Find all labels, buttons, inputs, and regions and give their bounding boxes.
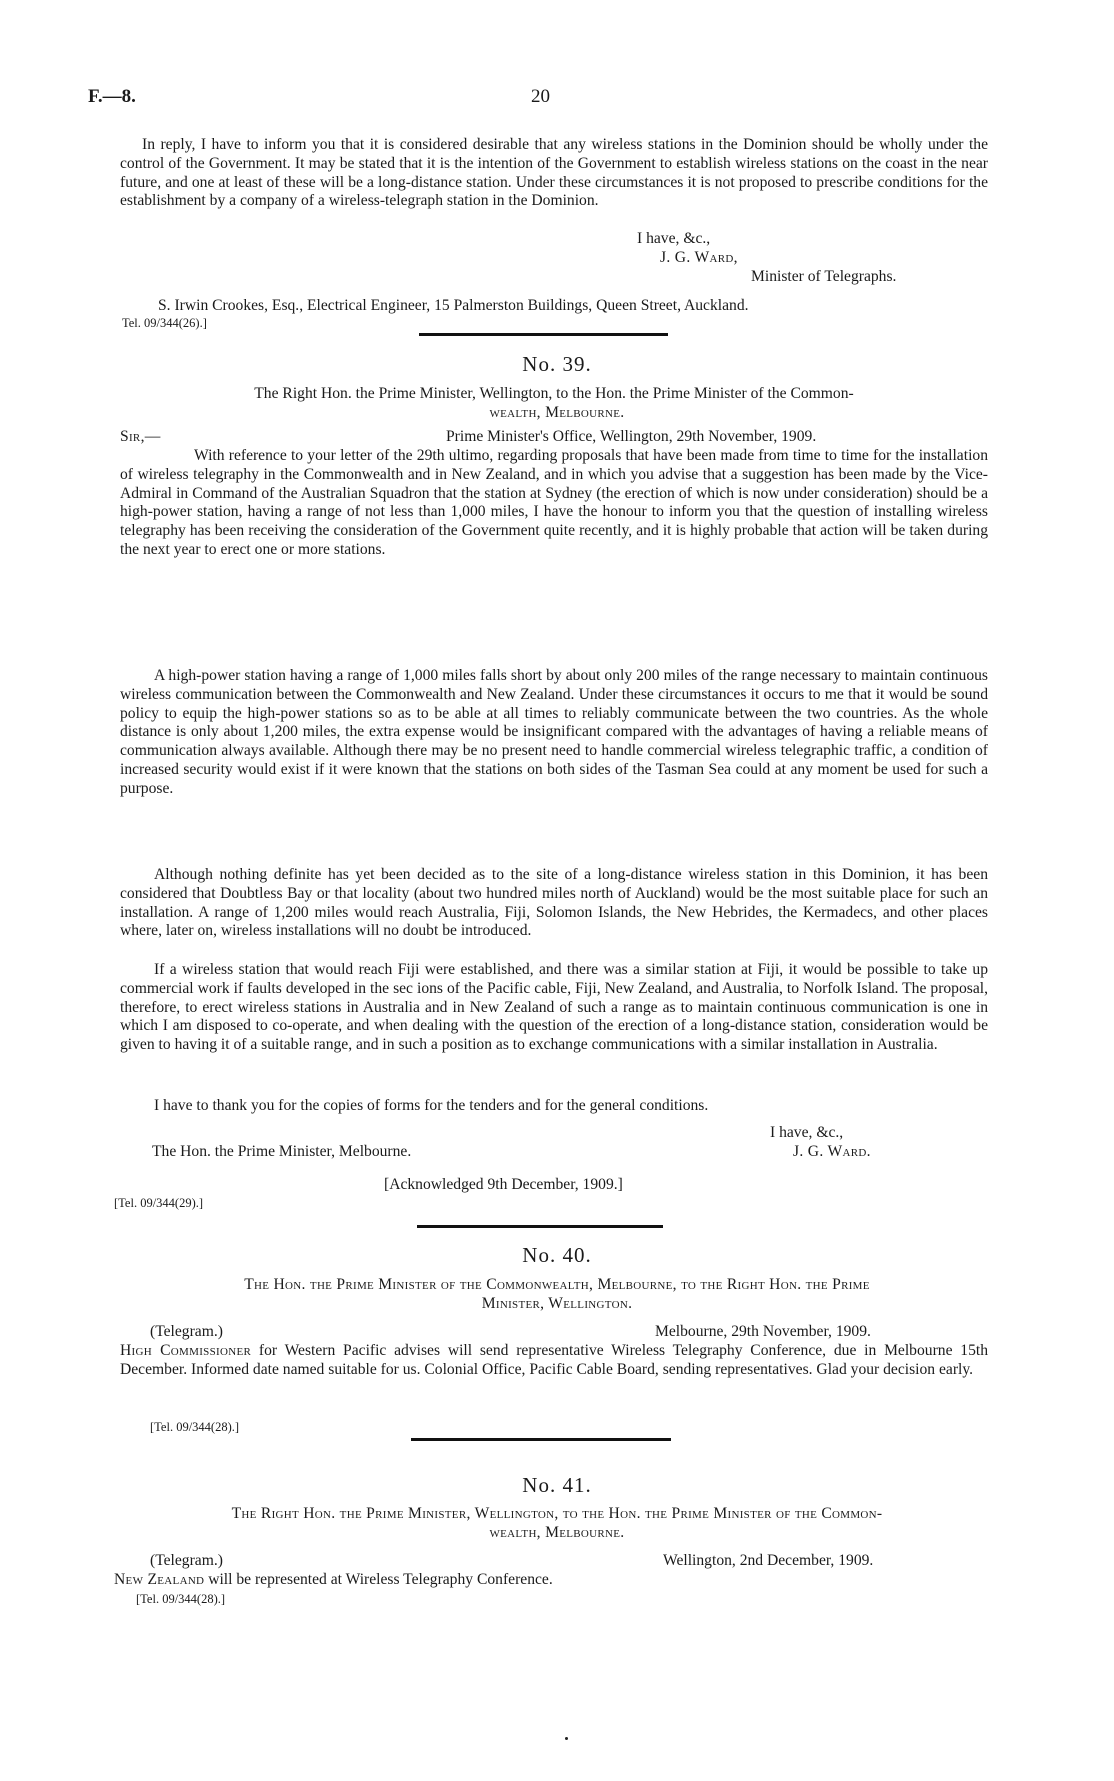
letter-39-paragraph-3: Although nothing definite has yet been decided as to the site of a long-distance wireless station in this Dominion, it has been considered that Doubtless Bay or that locality (about two hundred miles north of Auckland) would be the most suitable place for such an installation. A range of 1,200 miles would reach Australia, Fiji, Solomon Islands, the New Hebrides, the Kermadecs, and other places where, later on, wireless installations will no doubt be introduced. (120, 866, 988, 940)
letter-41-dateline: Wellington, 2nd December, 1909. (663, 1552, 874, 1569)
print-speck (565, 1737, 568, 1740)
letter-number-39: No. 39. (522, 352, 592, 376)
letter-40-body (120, 1342, 988, 1380)
letter-41-body-text: will be represented at Wireless Telegraphy Conference. (204, 1571, 553, 1588)
page-number: 20 (531, 86, 550, 107)
letter-39-addressee: The Hon. the Prime Minister, Melbourne. (152, 1143, 412, 1160)
reply-signature-title: Minister of Telegraphs. (751, 268, 897, 285)
letter-41-type: (Telegram.) (150, 1552, 223, 1569)
letter-39-tel-reference: [Tel. 09/344(29).] (114, 1196, 204, 1210)
letter-39-dateline: Prime Minister's Office, Wellington, 29th November, 1909. (446, 428, 817, 445)
letter-39-route-text-1: The Right Hon. the Prime Minister, Wellington, to the Hon. the Prime Minister of the Common- (254, 385, 854, 402)
letter-number-41: No. 41. (522, 1473, 592, 1497)
letter-39-route-line-1 (120, 385, 988, 404)
letter-41-route-line-1: The Right Hon. the Prime Minister, Wellington, to the Hon. the Prime Minister of the Common- (231, 1505, 883, 1522)
letter-40-tel-reference: [Tel. 09/344(28).] (150, 1420, 240, 1434)
letter-39-route-line-2: wealth, Melbourne. (489, 404, 625, 421)
letter-39-signature: J. G. Ward. (793, 1143, 871, 1160)
letter-41-body-lead: New Zealand (114, 1571, 205, 1588)
letter-39-paragraph-2: A high-power station having a range of 1,000 miles falls short by about only 200 miles of the range necessary to maintain continuous wireless communication between the Commonwealth and New Zealand. Under these circumstances it occurs to me that it would be sound policy to equip the high-power stations so as to be able at all times to reliably communicate between the two countries. As the whole distance is only about 1,200 miles, the extra expense would be insignificant compared with the advantages of having a reliable means of communication always available. Although there may be no present need to handle commercial wireless telegraphic traffic, a condition of increased security would exist if it were known that the stations on both sides of the Tasman Sea could at any moment be used for such a purpose. (120, 667, 988, 797)
letter-40-route-line-1: The Hon. the Prime Minister of the Commonwealth, Melbourne, to the Right Hon. the Prime (244, 1276, 870, 1293)
section-divider (417, 1225, 663, 1228)
letter-41-route-line-2: wealth, Melbourne. (489, 1524, 625, 1541)
reply-body: In reply, I have to inform you that it is considered desirable that any wireless stations in the Dominion should be wholly under the control of the Government. It may be stated that it is the intention of the Government to establish wireless stations on the coast in the near future, and one at least of these will be a long-distance station. Under these circumstances it is not proposed to prescribe conditions for the establishment by a company of a wireless-telegraph station in the Dominion. (120, 136, 988, 210)
section-divider (419, 333, 668, 336)
letter-39-acknowledged: [Acknowledged 9th December, 1909.] (384, 1176, 623, 1193)
document-code: F.—8. (88, 86, 136, 107)
letter-39-paragraph-1: With reference to your letter of the 29th ultimo, regarding proposals that have been made from time to time for the installation of wireless telegraphy in the Commonwealth and in New Zealand, and in which you advise that a suggestion has been made by the Vice-Admiral in Command of the Australian Squadron that the station at Sydney (the erection of which is now under consideration) should be a high-power station, having a range of not less than 1,000 miles, I have the honour to inform you that the question of installing wireless telegraphy has been receiving the consideration of the Government quite recently, and it is highly probable that action will be taken during the next year to erect one or more stations. (120, 447, 988, 558)
letter-40-type: (Telegram.) (150, 1323, 223, 1340)
reply-addressee: S. Irwin Crookes, Esq., Electrical Engineer, 15 Palmerston Buildings, Queen Street, Auckland. (158, 297, 749, 314)
letter-39-paragraph-5: I have to thank you for the copies of forms for the tenders and for the general conditions. (154, 1097, 709, 1114)
letter-40-body-text: for Western Pacific advises will send representative Wireless Telegraphy Conference, due in Melbourne 15th December. Informed date named suitable for us. Colonial Office, Pacific Cable Board, sending representatives. Glad your decision early. (120, 1342, 988, 1378)
reply-closing: I have, &c., (637, 230, 711, 247)
letter-39-closing: I have, &c., (770, 1124, 844, 1141)
letter-40-dateline: Melbourne, 29th November, 1909. (655, 1323, 871, 1340)
letter-39-salutation: Sir,— (120, 428, 161, 445)
reply-tel-reference: Tel. 09/344(26).] (122, 316, 207, 330)
letter-41-body (114, 1571, 553, 1589)
letter-40-route-line-2: Minister, Wellington. (481, 1295, 633, 1312)
letter-40-body-lead: High Commissioner (120, 1342, 252, 1359)
letter-39-paragraph-4: If a wireless station that would reach Fiji were established, and there was a similar station at Fiji, it would be possible to take up commercial work if faults developed in the sec ions of the Pacific cable, Fiji, New Zealand, and Australia, to Norfolk Island. The proposal, therefore, to erect wireless stations in Australia and in New Zealand of such a range as to maintain continuous communication is one in which I am disposed to co-operate, and when dealing with the question of the erection of a long-distance station, consideration would be given to having it of a suitable range, and in such a position as to exchange communications with a similar installation in Australia. (120, 961, 988, 1054)
reply-signature: J. G. Ward, (660, 249, 738, 266)
letter-number-40: No. 40. (522, 1243, 592, 1267)
section-divider (411, 1438, 671, 1441)
letter-41-tel-reference: [Tel. 09/344(28).] (136, 1592, 226, 1606)
